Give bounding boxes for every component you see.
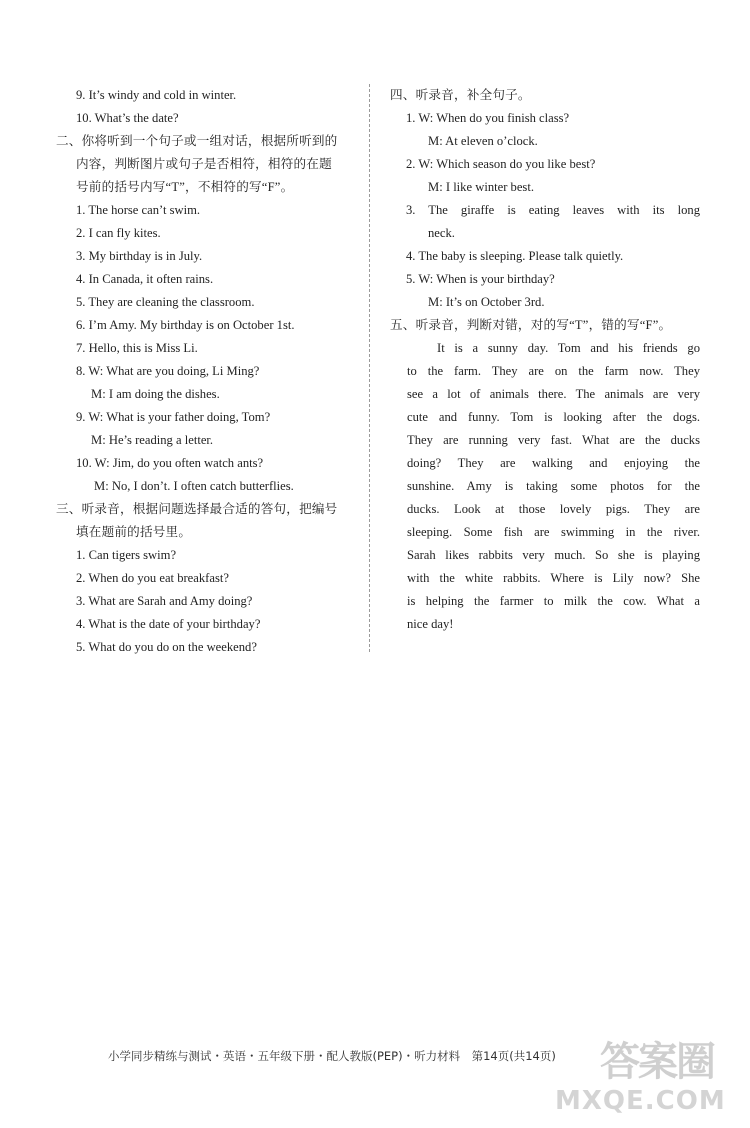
passage-line: with the white rabbits. Where is Lily now? She (407, 571, 700, 585)
text-line: 6. I’m Amy. My birthday is on October 1st. (76, 318, 295, 332)
column-divider (369, 84, 370, 652)
text-line: M: No, I don’t. I often catch butterflies. (94, 479, 294, 493)
passage-line: ducks. Look at those lovely pigs. They are (407, 502, 700, 516)
passage-line: sunshine. Amy is taking some photos for the (407, 479, 700, 493)
section-heading: 二、你将听到一个句子或一组对话，根据所听到的 (56, 134, 338, 148)
watermark-url: MXQE.COM (555, 1086, 726, 1116)
text-line: 2. I can fly kites. (76, 226, 161, 240)
passage-line: Sarah likes rabbits very much. So she is playing (407, 548, 700, 562)
text-line: 10. W: Jim, do you often watch ants? (76, 456, 264, 470)
text-line: 2. W: Which season do you like best? (406, 157, 596, 171)
watermark-logo: 答案圈 (600, 1039, 714, 1085)
text-line: 3. My birthday is in July. (76, 249, 203, 263)
passage-line: to the farm. They are on the farm now. They (407, 364, 700, 378)
text-line: 9. It’s windy and cold in winter. (76, 88, 237, 102)
passage-line: doing? They are walking and enjoying the (407, 456, 700, 470)
section-heading: 填在题前的括号里。 (76, 525, 192, 539)
text-line: 5. They are cleaning the classroom. (76, 295, 255, 309)
text-line: neck. (428, 226, 455, 240)
section-heading: 号前的括号内写“T”，不相符的写“F”。 (76, 180, 294, 194)
text-line: 3. What are Sarah and Amy doing? (76, 594, 253, 608)
page-footer: 小学同步精练与测试・英语・五年级下册・配人教版(PEP)・听力材料 第14页(共14页) (108, 1049, 556, 1063)
text-line: M: He’s reading a letter. (91, 433, 214, 447)
section-heading: 四、听录音，补全句子。 (390, 88, 531, 102)
text-line: M: I am doing the dishes. (91, 387, 220, 401)
text-line: M: It’s on October 3rd. (428, 295, 545, 309)
left-column (56, 84, 362, 659)
text-line: 2. When do you eat breakfast? (76, 571, 229, 585)
passage-line: It is a sunny day. Tom and his friends go (437, 341, 700, 355)
text-line: 9. W: What is your father doing, Tom? (76, 410, 271, 424)
passage-line: see a lot of animals there. The animals are very (407, 387, 700, 401)
passage-line: cute and funny. Tom is looking after the dogs. (407, 410, 700, 424)
passage-line: sleeping. Some fish are swimming in the river. (407, 525, 700, 539)
passage-line: They are running very fast. What are the ducks (407, 433, 700, 447)
section-heading: 三、听录音，根据问题选择最合适的答句，把编号 (56, 502, 338, 516)
section-heading: 内容，判断图片或句子是否相符，相符的在题 (76, 157, 332, 171)
text-line: 1. The horse can’t swim. (76, 203, 201, 217)
text-line: 3. The giraffe is eating leaves with its long (406, 203, 700, 217)
passage-line: nice day! (407, 617, 454, 631)
right-column (390, 84, 700, 636)
text-line: 8. W: What are you doing, Li Ming? (76, 364, 260, 378)
text-line: 7. Hello, this is Miss Li. (76, 341, 198, 355)
text-line: 4. What is the date of your birthday? (76, 617, 261, 631)
text-line: M: At eleven o’clock. (428, 134, 538, 148)
text-line: 4. In Canada, it often rains. (76, 272, 214, 286)
section-heading: 五、听录音，判断对错，对的写“T”，错的写“F”。 (390, 318, 672, 332)
text-line: 10. What’s the date? (76, 111, 179, 125)
text-line: 1. W: When do you finish class? (406, 111, 570, 125)
text-line: 5. What do you do on the weekend? (76, 640, 257, 654)
text-line: 1. Can tigers swim? (76, 548, 177, 562)
passage-line: is helping the farmer to milk the cow. What a (407, 594, 700, 608)
text-line: 4. The baby is sleeping. Please talk quietly. (406, 249, 624, 263)
text-line: M: I like winter best. (428, 180, 534, 194)
text-line: 5. W: When is your birthday? (406, 272, 555, 286)
